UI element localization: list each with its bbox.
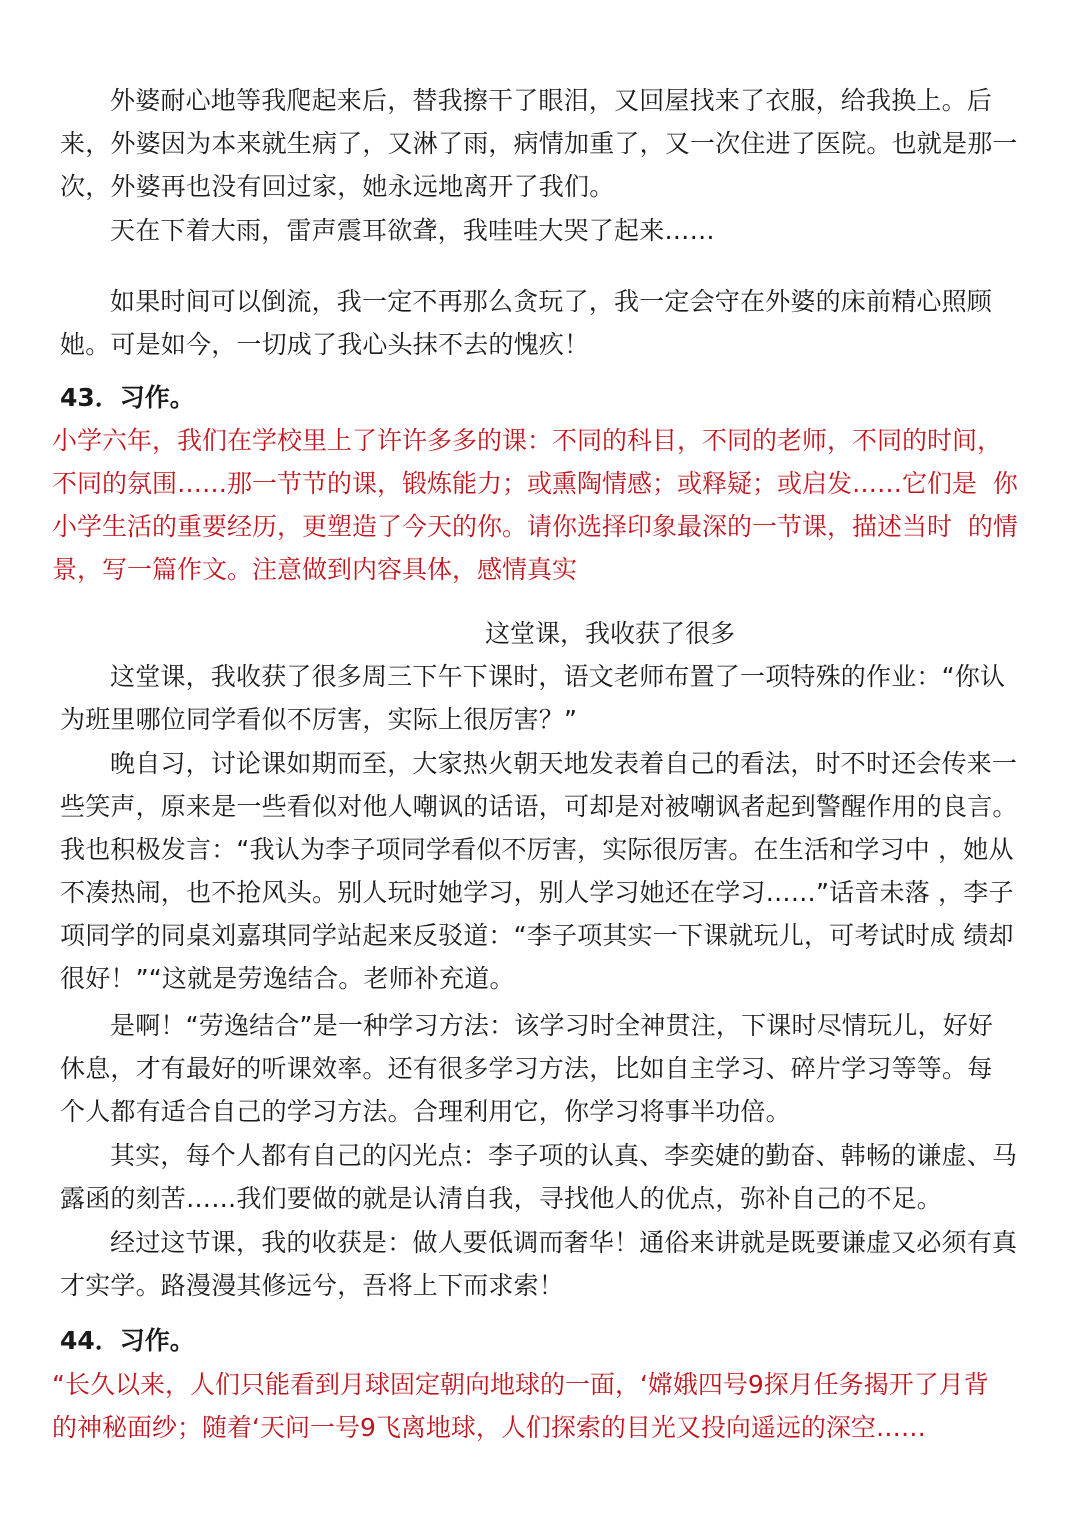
story-paragraph-2: 天在下着大雨，雷声震耳欲聋，我哇哇大哭了起来…… [110,216,715,245]
essay-paragraph-4: 其实，每个人都有自己的闪光点：李子项的认真、李奕婕的勤奋、韩畅的谦虚、马露函的刻苦……我们要做的就是认清自我，寻找他人的优点，弥补自己的不足。 [60,1141,1018,1213]
question-43-heading: 43．习作。 [60,383,195,412]
question-43-prompt: 小学六年，我们在学校里上了许许多多的课：不同的科目，不同的老师，不同的时间，不同的氛围……那一节节的课，锻炼能力；或熏陶情感；或释疑；或启发……它们是 你小学生活的重要经历，更塑造了今天的你。请你选择印象最深的一节课，描述当时 的情景，写一篇作文。注意做到内容具体，感情真实 [52,426,1018,584]
story-paragraph-3: 如果时间可以倒流，我一定不再那么贪玩了，我一定会守在外婆的床前精心照顾她。可是如今，一切成了我心头抹不去的愧疚！ [60,287,993,359]
essay-paragraph-1: 这堂课，我收获了很多周三下午下课时，语文老师布置了一项特殊的作业：“你认 为班里哪位同学看似不厉害，实际上很厉害？” [60,662,1014,734]
essay-paragraph-2: 晚自习，讨论课如期而至，大家热火朝天地发表着自己的看法，时不时还会传来一些笑声，原来是一些看似对他人嘲讽的话语，可却是对被嘲讽者起到警醒作用的良言。我也积极发言：“我认为李子项同学看似不厉害，实际很厉害。在生活和学习中 ，她从不凑热闹，也不抢风头。别人玩时她学习，别人学习她还在学习……”话音未落 ，李子项同学的同桌刘嘉琪同学站起来反驳道：“李子项其实一下课就玩儿，可考试时成 绩却很好！”“这就是劳逸结合。老师补充道。 [60,749,1018,993]
story-paragraph-1: 外婆耐心地等我爬起来后，替我擦干了眼泪，又回屋找来了衣服，给我换上。后来，外婆因为本来就生病了，又淋了雨，病情加重了，又一次住进了医院。也就是那一次，外婆再也没有回过家，她永远地离开了我们。 [60,86,1018,201]
essay-title: 这堂课，我收获了很多 [484,619,735,648]
essay-paragraph-3: 是啊！“劳逸结合”是一种学习方法：该学习时全神贯注，下课时尽情玩儿，好好 休息，才有最好的听课效率。还有很多学习方法，比如自主学习、碎片学习等等。每 个人都有适合自己的学习方法。合理利用它，你学习将事半功倍。 [60,1011,1002,1126]
essay-paragraph-5: 经过这节课，我的收获是：做人要低调而奢华！通俗来讲就是既要谦虚又必须有真才实学。路漫漫其修远兮，吾将上下而求索！ [60,1228,1018,1300]
question-44-heading: 44．习作。 [60,1326,195,1355]
question-44-prompt: “长久以来，人们只能看到月球固定朝向地球的一面，‘嫦娥四号9探月任务揭开了月背 的神秘面纱；随着‘天问一号9飞离地球，人们探索的目光又投向遥远的深空…… [52,1370,997,1442]
